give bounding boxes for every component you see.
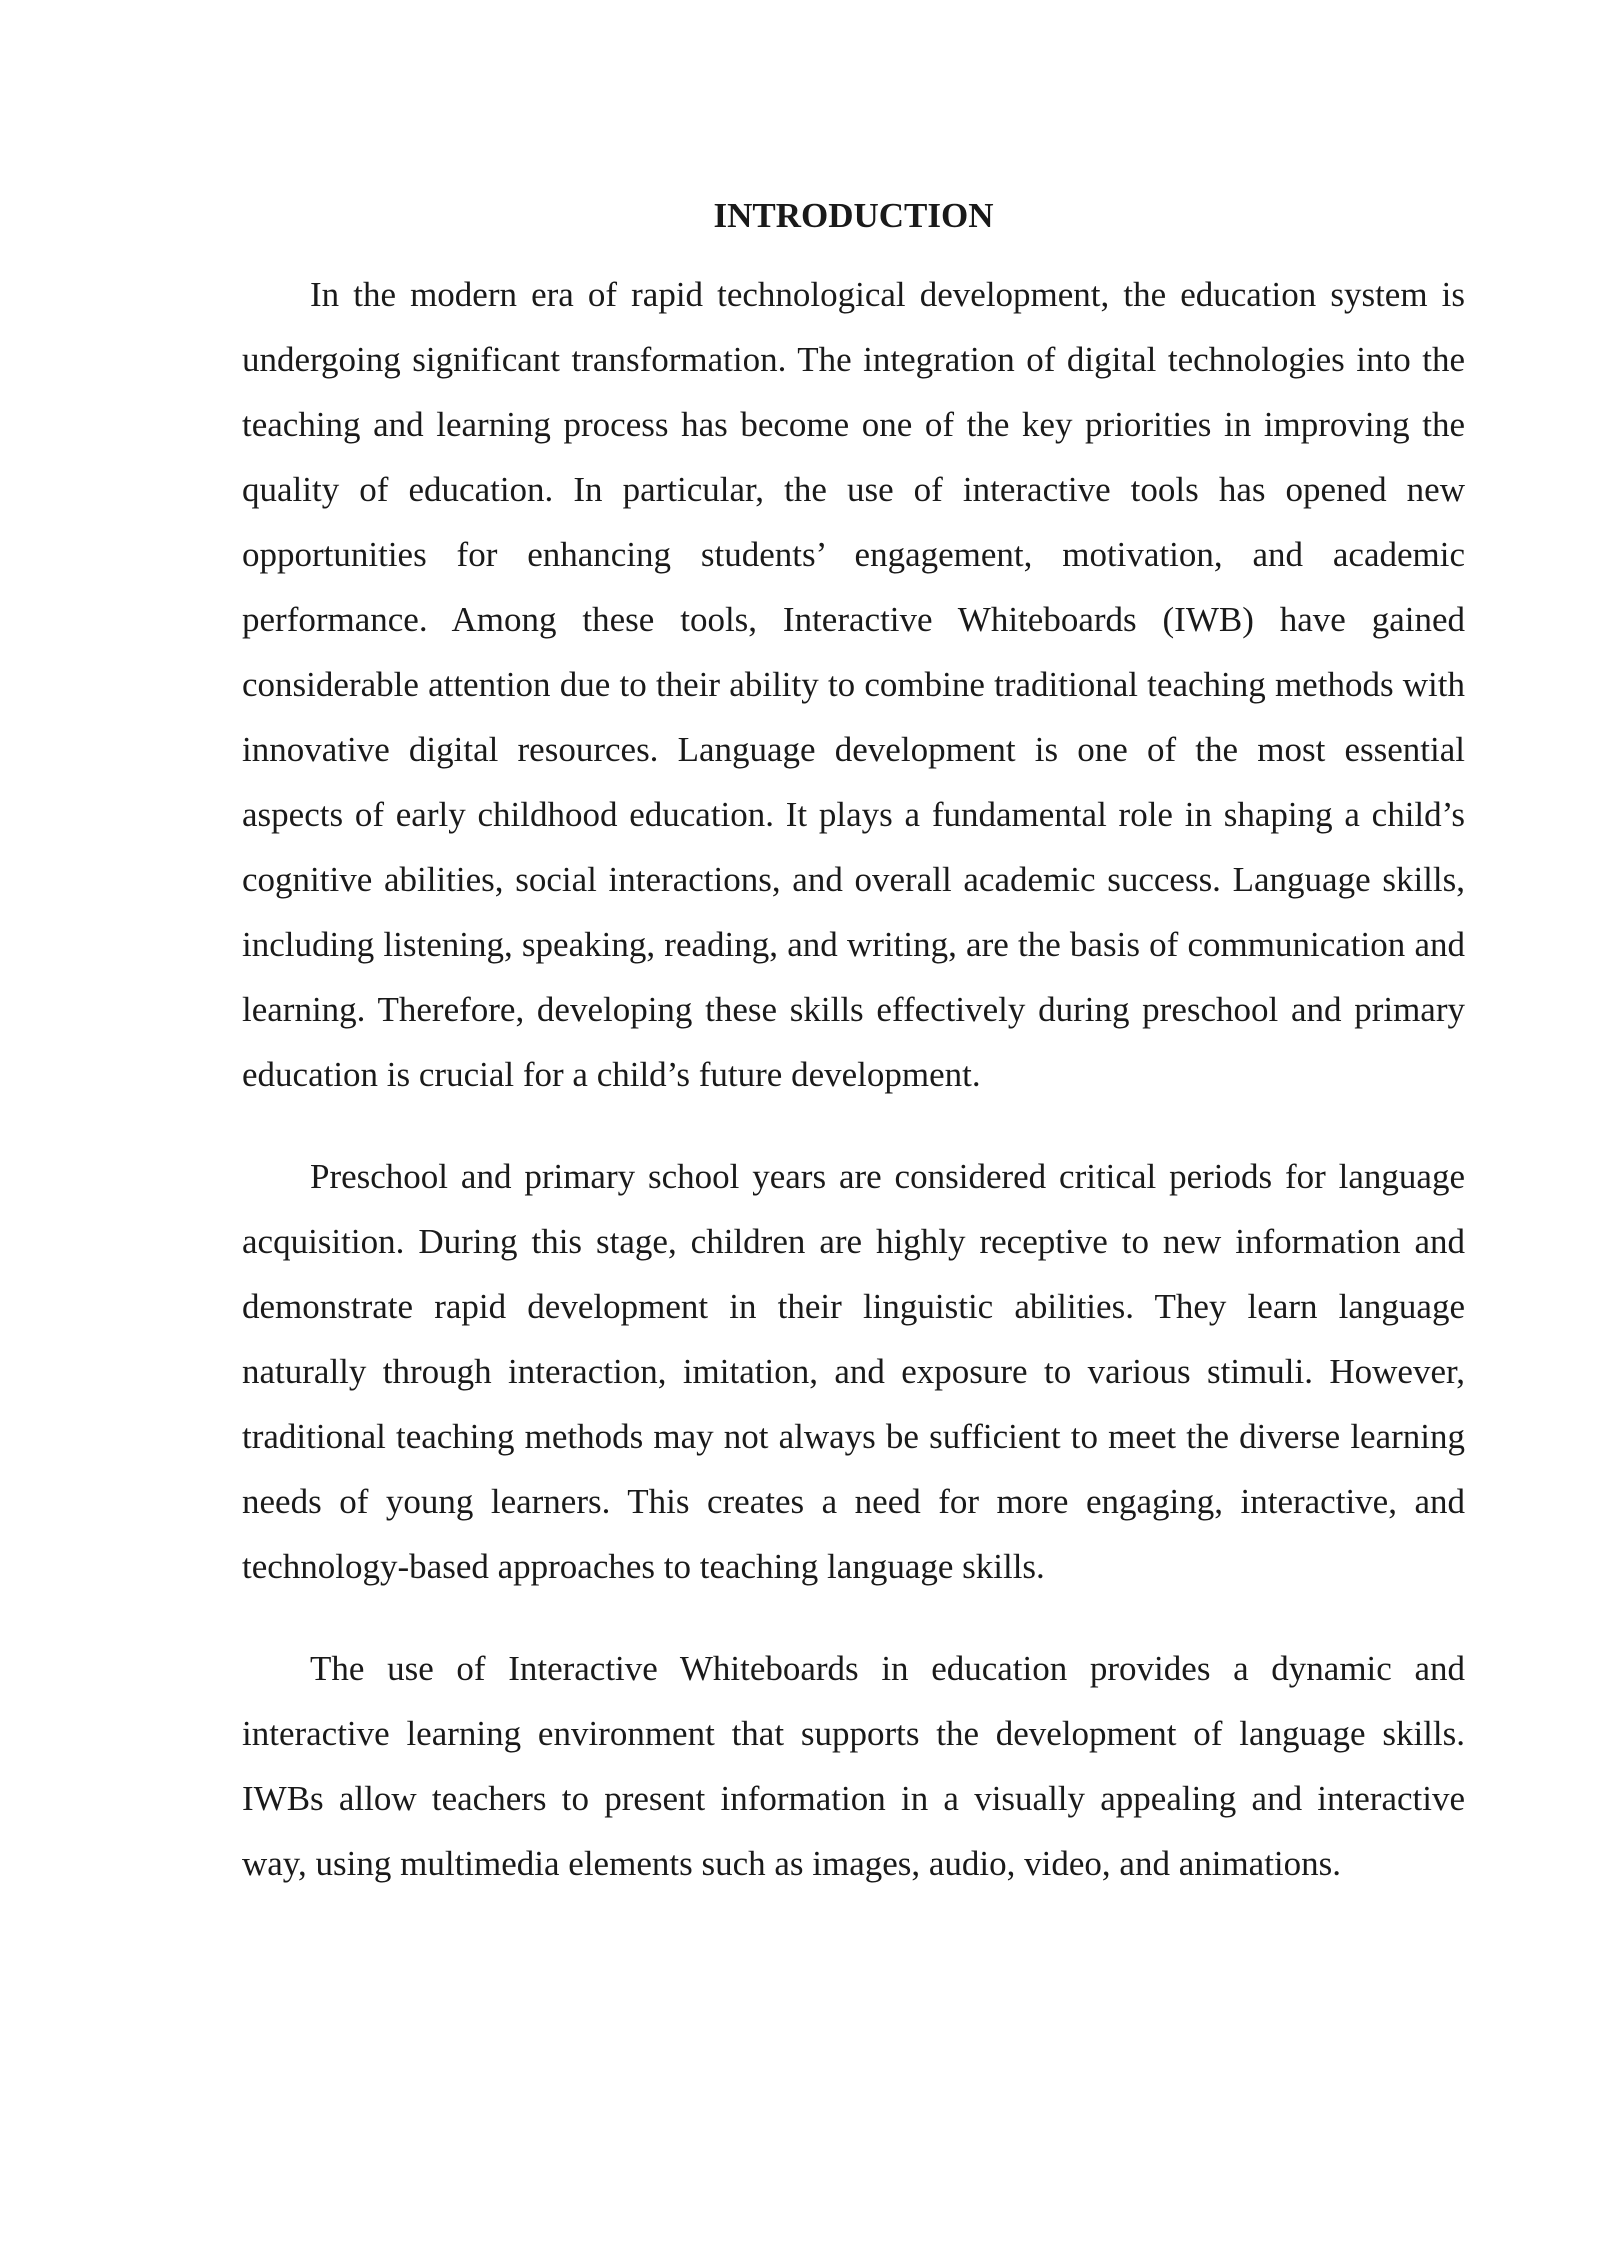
paragraph-1: In the modern era of rapid technological development, the education system is undergoing significant transformation. The integration of digital technologies into the teaching and learning process has become one of the key priorities in improving the quality of education. In particular, the use of interactive tools has opened new opportunities for enhancing students’ engagement, motivation, and academic performance. Among these tools, Interactive Whiteboards (IWB) have gained considerable attention due to their ability to combine traditional teaching methods with innovative digital resources. Language development is one of the most essential aspects of early childhood education. It plays a fundamental role in shaping a child’s cognitive abilities, social interactions, and overall academic success. Language skills, including listening, speaking, reading, and writing, are the basis of communication and learning. Therefore, developing these skills effectively during preschool and primary education is crucial for a child’s future development.: [242, 275, 1465, 1094]
paragraph-3: The use of Interactive Whiteboards in education provides a dynamic and interactive learning environment that supports the development of language skills. IWBs allow teachers to present information in a visually appealing and interactive way, using multimedia elements such as images, audio, video, and animations.: [242, 1649, 1465, 1883]
page-content: [242, 188, 1465, 1896]
section-title: INTRODUCTION: [713, 196, 994, 235]
paragraph-2: Preschool and primary school years are considered critical periods for language acquisition. During this stage, children are highly receptive to new information and demonstrate rapid development in their linguistic abilities. They learn language naturally through interaction, imitation, and exposure to various stimuli. However, traditional teaching methods may not always be sufficient to meet the diverse learning needs of young learners. This creates a need for more engaging, interactive, and technology-based approaches to teaching language skills.: [242, 1157, 1465, 1586]
